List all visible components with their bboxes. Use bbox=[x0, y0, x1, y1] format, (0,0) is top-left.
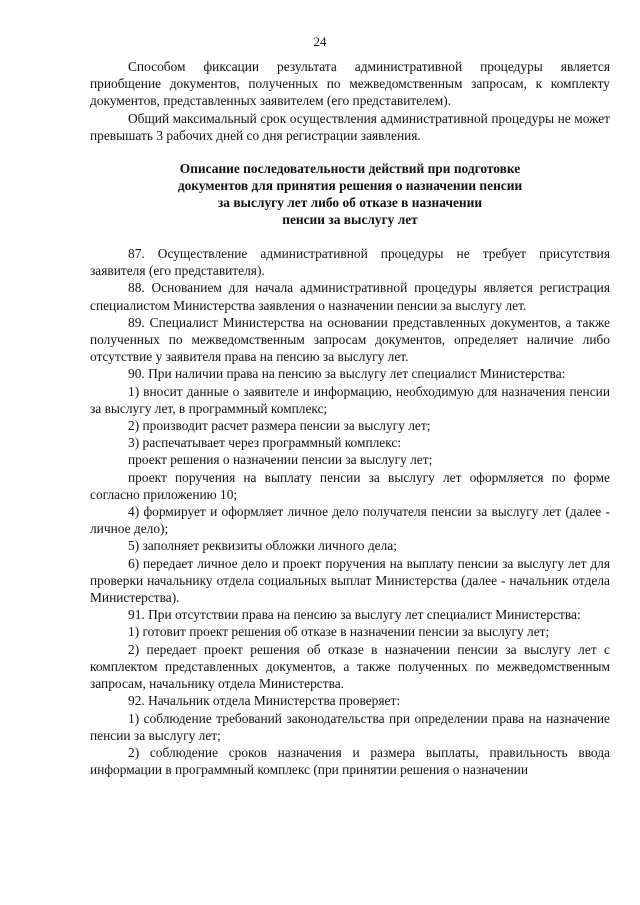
heading-line: пенсии за выслугу лет bbox=[282, 212, 418, 228]
clause-90: 90. При наличии права на пенсию за выслугу лет специалист Министерства: bbox=[128, 366, 566, 382]
clause-88: 88. Основанием для начала административной процедуры является регистрация специалистом Министерства заявления о назначении пенсии за выслугу лет. bbox=[90, 280, 610, 313]
list-item: проект решения о назначении пенсии за выслугу лет; bbox=[128, 452, 433, 468]
list-item: 1) готовит проект решения об отказе в назначении пенсии за выслугу лет; bbox=[128, 624, 550, 640]
page-number: 24 bbox=[313, 34, 327, 49]
list-item: 1) вносит данные о заявителе и информацию, необходимую для назначения пенсии за выслугу лет, в программный комплекс; bbox=[90, 383, 610, 416]
heading-line: документов для принятия решения о назначении пенсии bbox=[177, 178, 523, 194]
list-item: 1) соблюдение требований законодательства при определении права на назначение пенсии за выслугу лет; bbox=[90, 710, 610, 743]
clause-91: 91. При отсутствии права на пенсию за выслугу лет специалист Министерства: bbox=[128, 607, 581, 623]
clause-87: 87. Осуществление административной процедуры не требует присутствия заявителя (его представителя). bbox=[90, 246, 610, 279]
intro-paragraph: Общий максимальный срок осуществления административной процедуры не может превышать 3 рабочих дней со дня регистрации заявления. bbox=[90, 110, 610, 143]
list-item: 2) передает проект решения об отказе в назначении пенсии за выслугу лет с комплектом представленных документов, а также полученных по межведомственным запросам, начальнику отдела Министерства. bbox=[90, 641, 610, 692]
list-item: 4) формирует и оформляет личное дело получателя пенсии за выслугу лет (далее - личное дело); bbox=[90, 504, 610, 537]
clause-89: 89. Специалист Министерства на основании представленных документов, а также полученных по межведомственным запросам документов, определяет наличие либо отсутствие у заявителя права на пенсию за выслугу лет. bbox=[90, 314, 610, 365]
clause-92: 92. Начальник отдела Министерства проверяет: bbox=[128, 693, 401, 709]
intro-paragraph: Способом фиксации результата административной процедуры является приобщение документов, полученных по межведомственным запросам, к комплекту документов, представленных заявителем (его представителем). bbox=[90, 59, 610, 109]
list-item: 3) распечатывает через программный комплекс: bbox=[128, 435, 402, 451]
list-item: 2) производит расчет размера пенсии за выслугу лет; bbox=[128, 418, 431, 434]
section-heading bbox=[90, 160, 610, 228]
list-item: 6) передает личное дело и проект поручения на выплату пенсии за выслугу лет для проверки начальнику отдела социальных выплат Министерства (далее - начальник отдела Министерства). bbox=[90, 555, 610, 606]
list-item: 5) заполняет реквизиты обложки личного дела; bbox=[128, 538, 397, 554]
heading-line: за выслугу лет либо об отказе в назначении bbox=[217, 195, 483, 211]
list-item: проект поручения на выплату пенсии за выслугу лет оформляется по форме согласно приложению 10; bbox=[90, 469, 610, 502]
list-item: 2) соблюдение сроков назначения и размера выплаты, правильность ввода информации в программный комплекс (при принятии решения о назначении bbox=[90, 744, 610, 778]
document-body bbox=[90, 58, 610, 778]
heading-line: Описание последовательности действий при подготовке bbox=[179, 161, 521, 177]
